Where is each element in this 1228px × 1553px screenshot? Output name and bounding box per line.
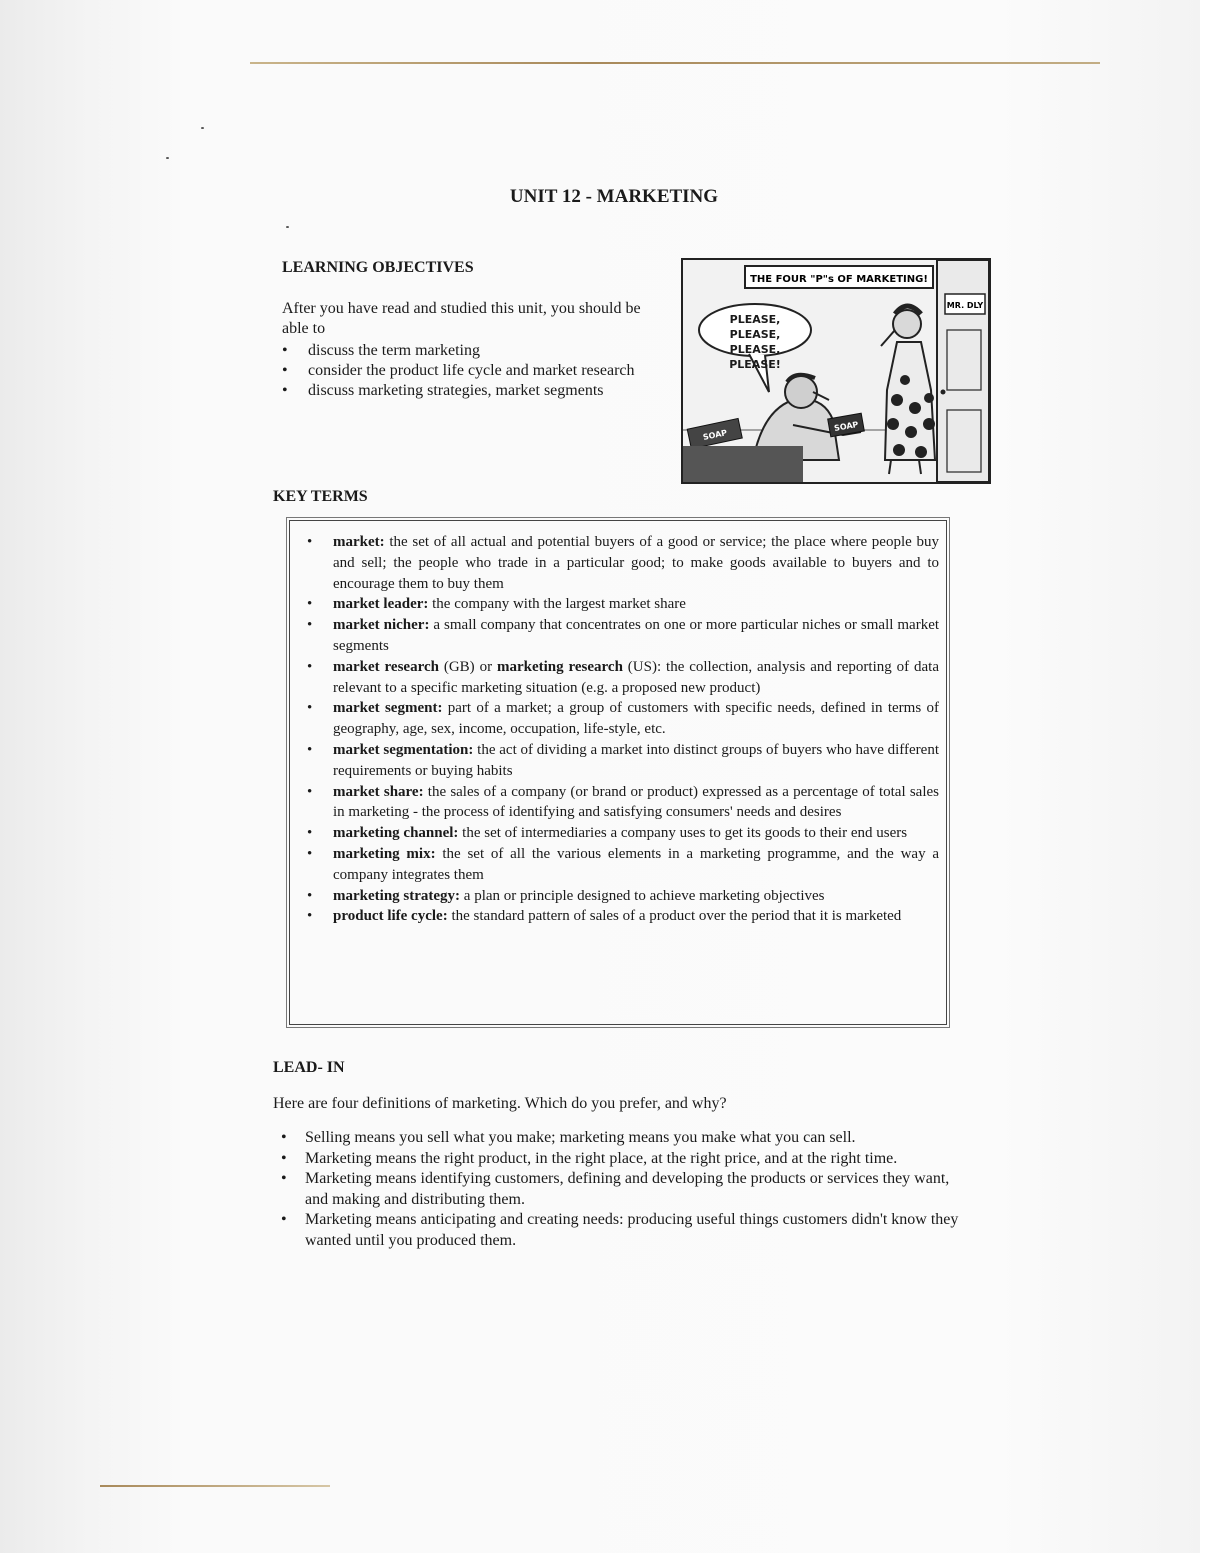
key-term-item xyxy=(307,698,939,740)
top-rule xyxy=(250,62,1100,64)
key-term-item xyxy=(307,906,939,927)
lead-in-heading: LEAD- IN xyxy=(273,1059,345,1076)
key-term-item xyxy=(307,844,939,886)
bullet-icon: • xyxy=(282,362,288,379)
key-term: marketing research xyxy=(496,658,623,675)
bullet-icon: • xyxy=(307,783,313,800)
door-plate-text: MR. DLY xyxy=(946,301,984,310)
list-item-text: Selling means you sell what you make; marketing means you make what you can sell. xyxy=(305,1129,856,1146)
lead-in-intro: Here are four definitions of marketing. Which do you prefer, and why? xyxy=(273,1095,727,1112)
list-item-text: discuss the term marketing xyxy=(308,342,480,359)
key-terms-heading: KEY TERMS xyxy=(273,488,368,505)
key-term-item xyxy=(307,823,939,844)
svg-text:SOAP: SOAP xyxy=(702,428,728,443)
scan-speck xyxy=(166,157,169,159)
bottom-rule xyxy=(100,1485,330,1487)
bullet-icon: • xyxy=(307,887,313,904)
scan-speck xyxy=(286,226,289,228)
key-term: marketing strategy: xyxy=(333,887,461,904)
list-item-text: Marketing means the right product, in the right place, at the right price, and at the right time. xyxy=(305,1149,898,1167)
bullet-icon: • xyxy=(281,1170,287,1187)
key-term-definition: the set of all actual and potential buyers of a good or service; the place where people buy and sell; the people who trade in a particular good; to make goods available to buyers and to encourage them to buy them xyxy=(333,534,939,592)
list-item xyxy=(282,381,642,401)
key-term: market segmentation: xyxy=(333,741,474,758)
key-term-definition: part of a market; a group of customers with specific needs, defined in terms of geography, age, sex, income, occupation, life-style, etc. xyxy=(333,700,939,738)
bullet-icon: • xyxy=(307,825,313,842)
bullet-icon: • xyxy=(281,1149,287,1167)
key-term: market leader: xyxy=(333,596,429,613)
key-term-definition: the set of all the various elements in a marketing programme, and the way a company integrates them xyxy=(333,845,939,883)
key-term-definition: a small company that concentrates on one or more particular niches or small market segments xyxy=(333,617,940,654)
bullet-icon: • xyxy=(307,908,313,925)
bullet-icon: • xyxy=(281,1211,287,1228)
key-term-item xyxy=(307,532,939,594)
key-term: marketing channel: xyxy=(333,825,459,842)
key-term-item xyxy=(307,740,939,782)
learning-objectives-heading: LEARNING OBJECTIVES xyxy=(282,259,474,276)
bullet-icon: • xyxy=(307,534,313,550)
list-item xyxy=(281,1149,971,1170)
learning-objectives-list xyxy=(282,341,642,401)
bullet-icon: • xyxy=(281,1129,287,1146)
bullet-icon: • xyxy=(282,342,288,359)
bullet-icon: • xyxy=(307,658,313,675)
key-term: market research xyxy=(333,658,439,675)
speech-text: PLEASE, PLEASE, PLEASE, PLEASE! xyxy=(729,313,781,371)
list-item-text: consider the product life cycle and market research xyxy=(308,362,635,379)
key-term: market segment: xyxy=(333,700,443,717)
key-term: marketing mix: xyxy=(333,845,436,862)
key-term: market share: xyxy=(333,783,424,800)
key-term-item xyxy=(307,657,939,699)
key-term-definition: (US): the collection, analysis and reporting of data relevant to a specific marketing situation (e.g. a proposed new product) xyxy=(333,658,939,696)
key-term-item xyxy=(307,594,939,615)
scan-speck xyxy=(201,127,204,129)
key-term-definition: (GB) or xyxy=(438,658,497,675)
key-term-definition: the sales of a company (or brand or product) expressed as a percentage of total sales in marketing - the process of identifying and satisfying consumers' needs and desires xyxy=(333,783,939,821)
key-term-item xyxy=(307,886,939,907)
sign-text: THE FOUR "P"s OF MARKETING! xyxy=(750,274,928,285)
list-item xyxy=(281,1128,971,1149)
bullet-icon: • xyxy=(307,596,313,613)
learning-objectives-intro: After you have read and studied this unit, you should be able to xyxy=(282,300,641,337)
key-term: market nicher: xyxy=(333,617,430,634)
key-term-definition: a plan or principle designed to achieve marketing objectives xyxy=(460,887,825,904)
key-term-item xyxy=(307,782,939,824)
key-term: product life cycle: xyxy=(333,908,448,925)
list-item-text: Marketing means anticipating and creating needs: producing useful things customers didn't know they wanted until you produced them. xyxy=(305,1211,959,1249)
key-term-definition: the company with the largest market share xyxy=(428,596,686,613)
key-term-item xyxy=(307,615,939,657)
bullet-icon: • xyxy=(307,700,313,717)
list-item xyxy=(282,361,642,381)
bullet-icon: • xyxy=(307,845,313,862)
list-item-text: discuss marketing strategies, market segments xyxy=(308,382,604,399)
marketing-cartoon xyxy=(681,258,991,484)
bullet-icon: • xyxy=(307,741,313,758)
page-title: UNIT 12 - MARKETING xyxy=(509,186,719,207)
bullet-icon: • xyxy=(282,382,288,399)
soap-box-label: SOAP xyxy=(833,419,860,434)
list-item xyxy=(282,341,642,361)
bullet-icon: • xyxy=(307,617,313,634)
list-item-text: Marketing means identifying customers, defining and developing the products or services they want, and making and distributing them. xyxy=(305,1170,950,1208)
lead-in-list xyxy=(281,1128,971,1251)
key-terms-list xyxy=(307,532,939,927)
key-term-definition: the set of intermediaries a company uses to get its goods to their end users xyxy=(458,825,908,842)
key-term-definition: the act of dividing a market into distinct groups of buyers who have different requirements or buying habits xyxy=(333,741,939,779)
list-item xyxy=(281,1210,971,1251)
key-term-definition: the standard pattern of sales of a product over the period that it is marketed xyxy=(447,908,902,925)
key-term: market: xyxy=(333,534,385,550)
list-item xyxy=(281,1169,971,1210)
